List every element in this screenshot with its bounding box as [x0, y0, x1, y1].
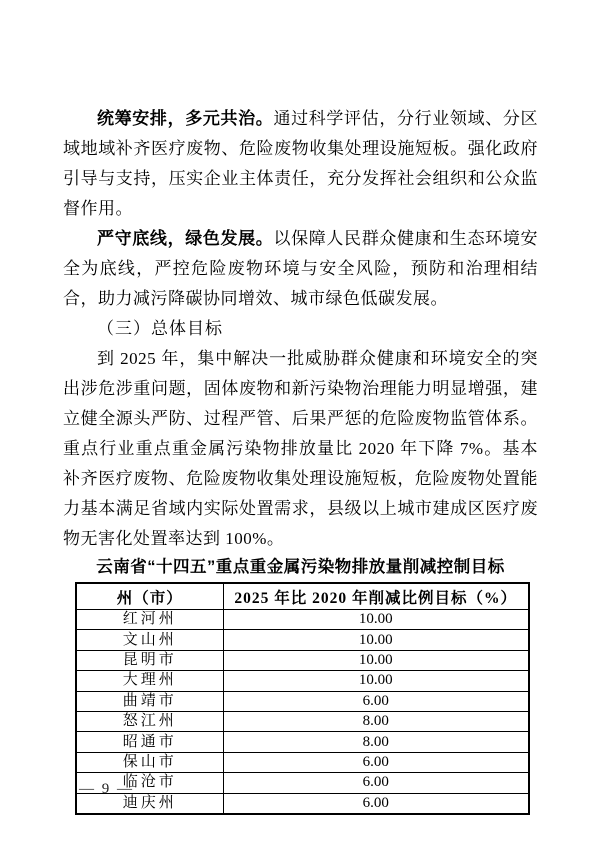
table-row [76, 711, 529, 731]
region-cell: 昭通市 [76, 732, 223, 752]
table-row [76, 773, 529, 793]
region-cell: 文山州 [76, 630, 223, 650]
document-body [63, 104, 538, 815]
paragraph-lead-bold: 统筹安排，多元共治。 [97, 109, 274, 128]
table-row [76, 630, 529, 650]
target-cell: 10.00 [223, 630, 529, 650]
target-cell: 8.00 [223, 732, 529, 752]
table-row [76, 610, 529, 630]
paragraph-goals: 到 2025 年，集中解决一批威胁群众健康和环境安全的突出涉危涉重问题，固体废物和新污染物治理能力明显增强，建立健全源头严防、过程严管、后果严惩的危险废物监管体系。重点行业重点重金属污染物排放量比 2020 年下降 7%。基本补齐医疗废物、危险废物收集处理设施短板，危险废物处置能力基本满足省域内实际处置需求，县级以上城市建成区医疗废物无害化处置率达到 100%。 [63, 349, 538, 548]
region-cell: 迪庆州 [76, 793, 223, 814]
target-cell: 6.00 [223, 773, 529, 793]
paragraph-text: 通过科学评估，分行业领域、分区域地域补齐医疗废物、危险废物收集处理设施短板。强化政府引导与支持，压实企业主体责任，充分发挥社会组织和公众监督作用。 [63, 109, 539, 218]
region-cell: 保山市 [76, 752, 223, 772]
table-title: 云南省“十四五”重点重金属污染物排放量削减控制目标 [96, 558, 505, 576]
header-target: 2025 年比 2020 年削减比例目标（%） [223, 583, 529, 610]
region-cell: 大理州 [76, 671, 223, 691]
target-cell: 10.00 [223, 671, 529, 691]
target-cell: 6.00 [223, 752, 529, 772]
target-cell: 6.00 [223, 691, 529, 711]
paragraph-text: 以保障人民群众健康和生态环境安全为底线，严控危险废物环境与安全风险，预防和治理相结合，助力减污降碳协同增效、城市绿色低碳发展。 [63, 229, 539, 308]
table-row [76, 691, 529, 711]
table-row [76, 752, 529, 772]
target-cell: 6.00 [223, 793, 529, 814]
table-row [76, 732, 529, 752]
target-cell: 8.00 [223, 711, 529, 731]
table-row [76, 650, 529, 670]
target-cell: 10.00 [223, 650, 529, 670]
table-header-row [76, 583, 529, 610]
section-heading: （三）总体目标 [97, 319, 223, 338]
region-cell: 昆明市 [76, 650, 223, 670]
page-number: — 9 — [79, 781, 134, 797]
paragraph-greendev [63, 224, 538, 314]
region-cell: 临沧市 [76, 773, 223, 793]
table-row [76, 671, 529, 691]
paragraph-lead-bold: 严守底线，绿色发展。 [97, 229, 274, 248]
region-cell: 怒江州 [76, 711, 223, 731]
table-row [76, 793, 529, 814]
target-cell: 10.00 [223, 610, 529, 630]
paragraph-coordination [63, 104, 538, 224]
reduction-targets-table [75, 582, 530, 815]
region-cell: 红河州 [76, 610, 223, 630]
region-cell: 曲靖市 [76, 691, 223, 711]
header-region: 州（市） [76, 583, 223, 610]
